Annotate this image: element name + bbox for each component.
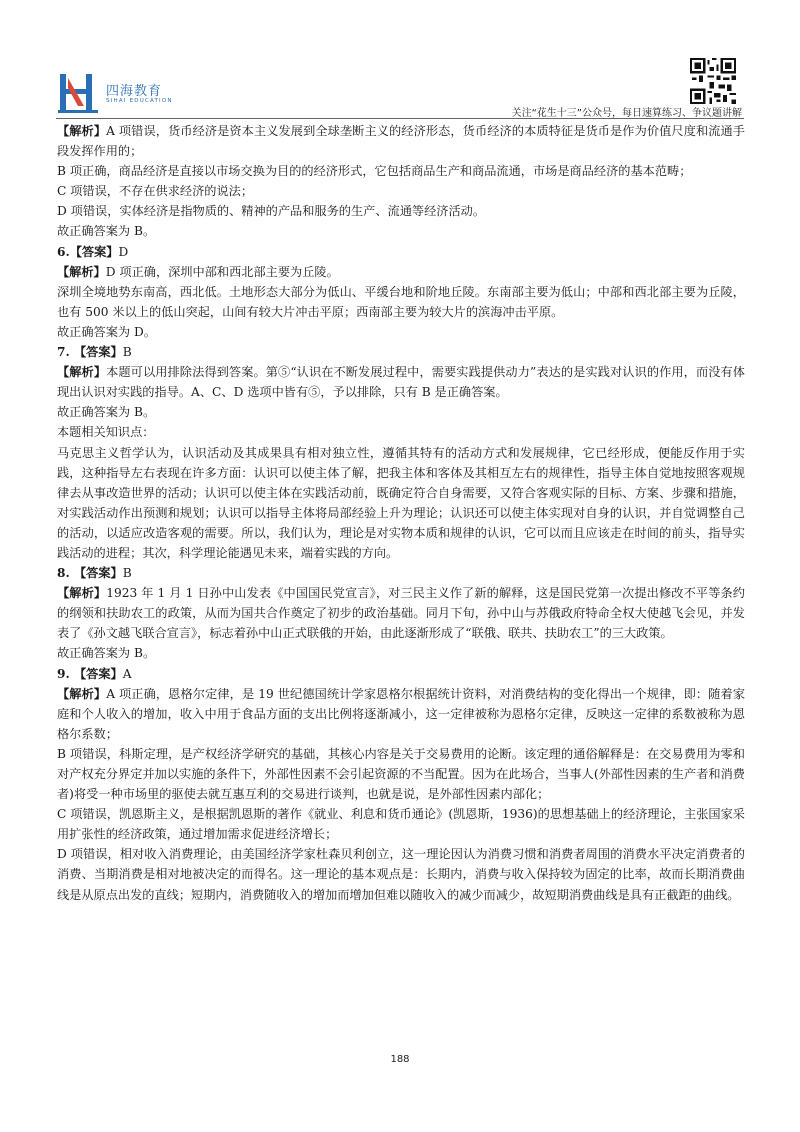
paragraph-label: 【解析】 — [57, 365, 107, 380]
paragraph — [57, 121, 745, 161]
paragraph — [57, 282, 745, 322]
paragraph — [57, 161, 745, 181]
paragraph-text: B — [122, 566, 132, 581]
paragraph-text: 深圳全境地势东南高，西北低。土地形态大部分为低山、平缓台地和阶地丘陵。东南部主要为低山；中部和西北部主要为丘陵，也有 500 米以上的低山突起，山间有较大片冲击平原；西南部主要为较大片的滨海冲击平原。 — [57, 284, 745, 319]
paragraph-text: A — [122, 666, 132, 681]
page-number: 188 — [390, 1054, 410, 1065]
paragraph-label: 6.【答案】 — [57, 244, 119, 259]
paragraph-label: 9. 【答案】 — [57, 666, 123, 681]
paragraph-text: B 项错误，科斯定理，是产权经济学研究的基础，其核心内容是关于交易费用的论断。该定理的通俗解释是：在交易费用为零和对产权充分界定并加以实施的条件下，外部性因素不会引起资源的不当配置。因为在此场合，当事人(外部性因素的生产者和消费者)将受一种市场里的驱使去就互惠互利的交易进行谈判，也就是说，是外部性因素内部化； — [57, 746, 745, 802]
paragraph — [57, 362, 745, 402]
paragraph-text: B — [122, 345, 132, 360]
paragraph-text: 故正确答案为 B。 — [57, 405, 156, 420]
header-slogan: 关注“花生十三”公众号，每日速算练习、争议题讲解 — [511, 108, 742, 119]
logo-text: 四海教育 — [106, 84, 163, 99]
paragraph — [57, 342, 745, 362]
paragraph-text: D 项错误，实体经济是指物质的、精神的产品和服务的生产、流通等经济活动。 — [57, 204, 486, 219]
paragraph — [57, 844, 745, 904]
paragraph — [57, 563, 745, 583]
paragraph — [57, 684, 745, 744]
paragraph-label: 7. 【答案】 — [57, 345, 123, 360]
paragraph-label: 【解析】 — [57, 264, 106, 279]
paragraph — [57, 664, 745, 684]
paragraph-text: 马克思主义哲学认为，认识活动及其成果具有相对独立性，遵循其特有的活动方式和发展规律，它已经形成，便能反作用于实践，这种指导左右表现在许多方面：认识可以使主体了解，把我主体和客体及其相互左右的规律性，指导主体自觉地按照客观规律去从事改造世界的活动；认识可以使主体在实践活动前，既确定符合自身需要，又符合客观实际的目标、方案、步骤和措施，对实践活动作出预测和规划；认识可以指导主体将局部经验上升为理论；认识还可以使主体实现对自身的认识，并自觉调整自己的活动，以适应改造客观的需要。所以，我们认为，理论是对实物本质和规律的认识，它可以而且应该走在时间的前头，指导实践活动的进程；其次，科学理论能遇见未来，端着实践的方向。 — [57, 445, 745, 560]
paragraph-text: 故正确答案为 D。 — [57, 324, 156, 339]
header-divider — [56, 118, 744, 119]
paragraph — [57, 643, 745, 663]
paragraph-text: D 项正确，深圳中部和西北部主要为丘陵。 — [105, 264, 339, 279]
paragraph-text: 1923 年 1 月 1 日孙中山发表《中国国民党宣言》，对三民主义作了新的解释，这是国民党第一次提出修改不平等条约的纲领和扶助农工的政策，从而为国共合作奠定了初步的政治基础。同月下旬，孙中山与苏俄政府特命全权大使越飞会见，并发表了《孙文越飞联合宣言》，标志着孙中山正式联俄的开始，由此逐渐形成了“联俄、联共、扶助农工”的三大政策。 — [57, 586, 745, 641]
paragraph-label: 8. 【答案】 — [57, 566, 123, 581]
paragraph-text: 故正确答案为 B。 — [57, 646, 156, 661]
paragraph — [57, 744, 745, 804]
paragraph — [57, 443, 745, 564]
qr-code-icon — [690, 58, 736, 104]
paragraph — [57, 422, 745, 442]
paragraph — [57, 221, 745, 241]
paragraph — [57, 262, 745, 282]
paragraph-text: C 项错误，凯恩斯主义，是根据凯恩斯的著作《就业、利息和货币通论》(凯恩斯，1936)的思想基础上的经济理论，主张国家采用扩张性的经济政策，通过增加需求促进经济增长； — [57, 807, 745, 842]
paragraph — [57, 322, 745, 342]
paragraph-text: D 项错误，相对收入消费理论，由美国经济学家杜森贝利创立，这一理论因认为消费习惯和消费者周围的消费水平决定消费者的消费、当期消费是相对地被决定的而得名。这一理论的基本观点是：长期内，消费与收入保持较为固定的比率，故而长期消费曲线是从原点出发的直线；短期内，消费随收入的增加而增加但难以随收入的减少而减少，故短期消费曲线是具有正截距的曲线。 — [57, 847, 745, 902]
paragraph-label: 【解析】 — [57, 686, 107, 701]
paragraph — [57, 242, 745, 262]
paragraph-label: 【解析】 — [57, 586, 107, 601]
paragraph-label: 【解析】 — [57, 124, 107, 138]
paragraph — [57, 402, 745, 422]
paragraph-text: 本题可以用排除法得到答案。第⑤“认识在不断发展过程中，需要实践提供动力”表达的是实践对认识的作用，而没有体现出认识对实践的指导。A、C、D 选项中皆有⑤，予以排除，只有 B 是正确答案。 — [57, 365, 745, 400]
page-content — [57, 121, 745, 905]
paragraph — [57, 181, 745, 201]
paragraph-text: C 项错误，不存在供求经济的说法； — [57, 184, 254, 199]
paragraph-text: 故正确答案为 B。 — [57, 224, 156, 239]
paragraph — [57, 583, 745, 643]
paragraph-text: B 项正确，商品经济是直接以市场交换为目的的经济形式，它包括商品生产和商品流通，市场是商品经济的基本范畴； — [57, 164, 692, 179]
paragraph — [57, 804, 745, 844]
paragraph-text: D — [118, 244, 129, 259]
paragraph-text: 本题相关知识点： — [57, 425, 155, 440]
logo-subtitle: SIHAI EDUCATION — [106, 98, 173, 104]
paragraph — [57, 201, 745, 221]
page-header — [0, 0, 800, 124]
paragraph-text: A 项错误，货币经济是资本主义发展到全球垄断主义的经济形态，货币经济的本质特征是货币是作为价值尺度和流通手段发挥作用的； — [57, 124, 745, 159]
paragraph-text: A 项正确，恩格尔定律，是 19 世纪德国统计学家恩格尔根据统计资料，对消费结构的变化得出一个规律，即：随着家庭和个人收入的增加，收入中用于食品方面的支出比例将逐渐减小，这一定律被称为恩格尔定律，反映这一定律的系数被称为恩格尔系数； — [57, 686, 746, 741]
